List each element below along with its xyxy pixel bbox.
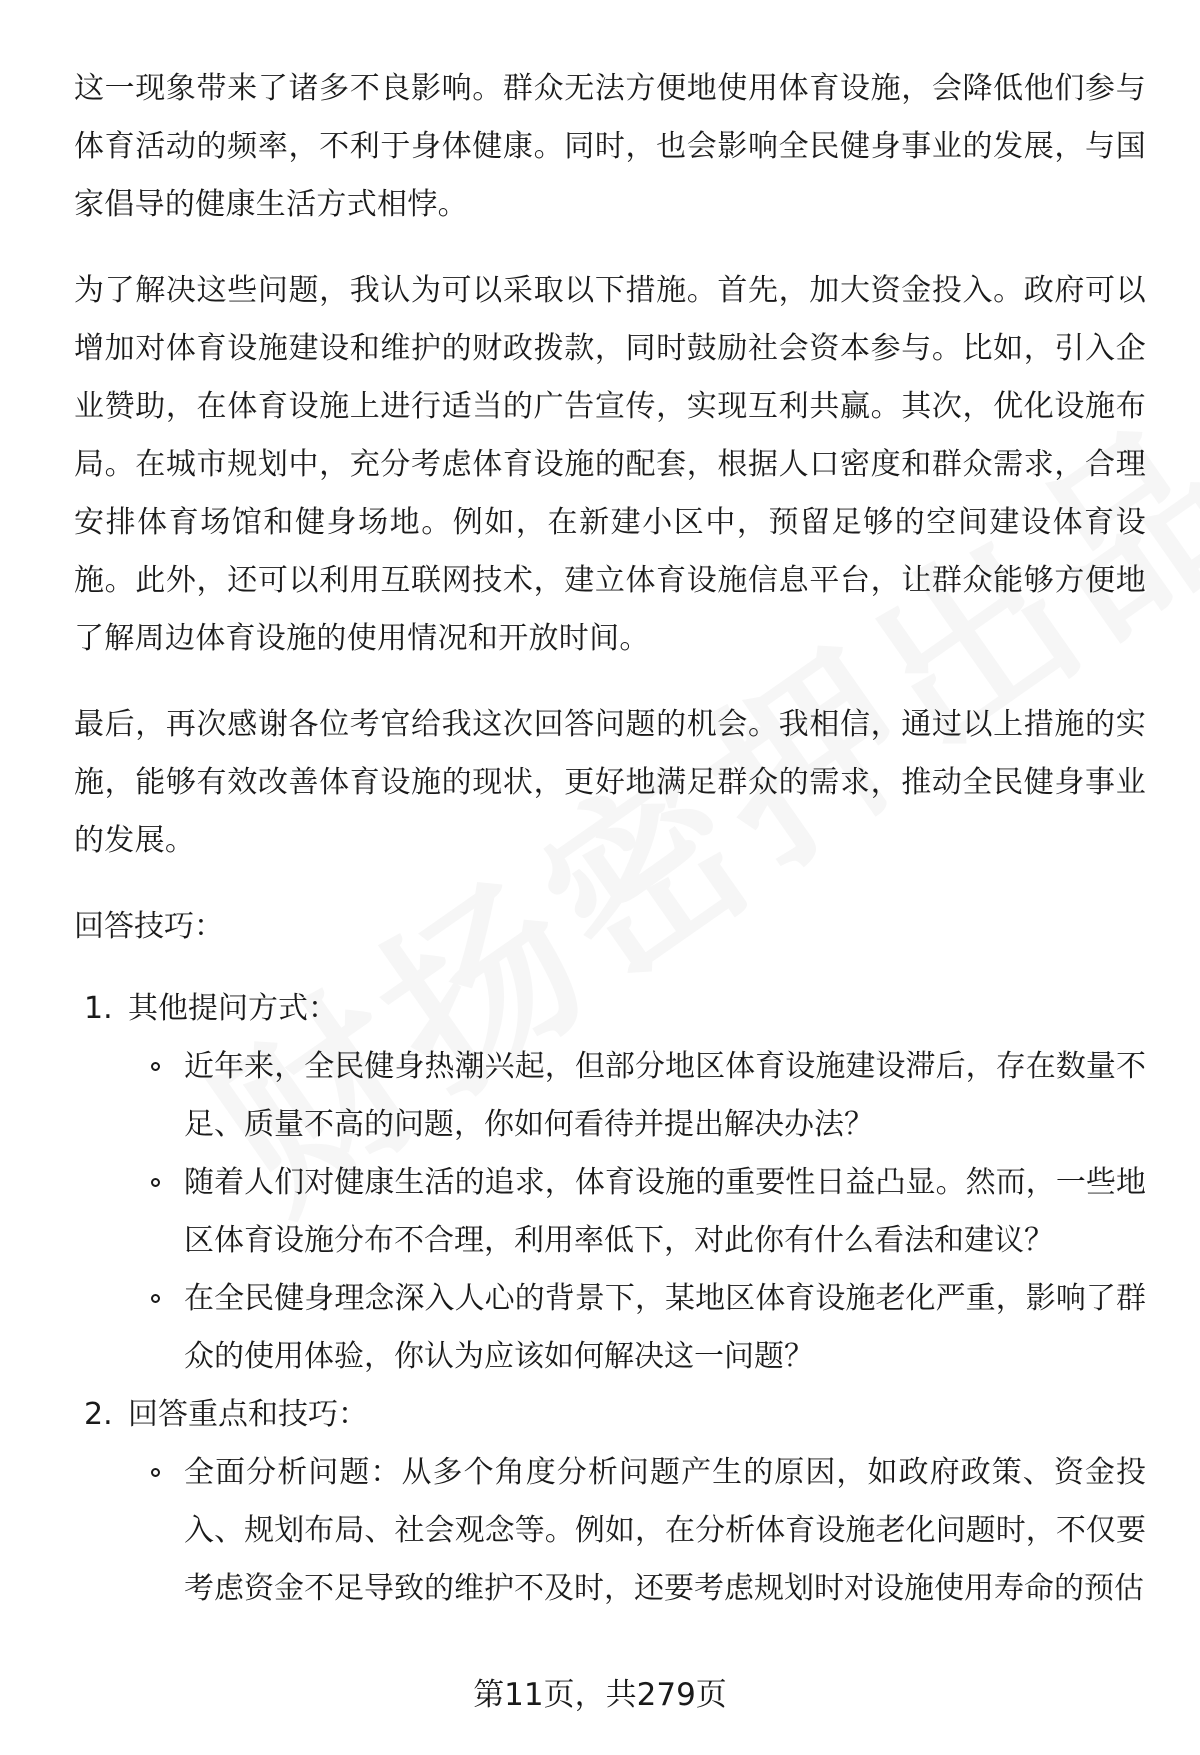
sub-list-text: 全面分析问题：从多个角度分析问题产生的原因，如政府政策、资金投入、规划布局、社会观念等。例如，在分析体育设施老化问题时，不仅要考虑资金不足导致的维护不及时，还要考虑规划时对设施使用寿命的预估	[184, 1455, 1146, 1606]
list-item	[74, 1386, 1146, 1618]
bullet-circle-icon	[151, 1062, 160, 1071]
sub-list-text: 随着人们对健康生活的追求，体育设施的重要性日益凸显。然而，一些地区体育设施分布不合理，利用率低下，对此你有什么看法和建议？	[184, 1165, 1146, 1258]
list-item-title: 其他提问方式：	[128, 991, 338, 1026]
bullet-circle-icon	[151, 1294, 160, 1303]
paragraph-measures: 为了解决这些问题，我认为可以采取以下措施。首先，加大资金投入。政府可以增加对体育设施建设和维护的财政拨款，同时鼓励社会资本参与。比如，引入企业赞助，在体育设施上进行适当的广告宣传，实现互利共赢。其次，优化设施布局。在城市规划中，充分考虑体育设施的配套，根据人口密度和群众需求，合理安排体育场馆和健身场地。例如，在新建小区中，预留足够的空间建设体育设施。此外，还可以利用互联网技术，建立体育设施信息平台，让群众能够方便地了解周边体育设施的使用情况和开放时间。	[74, 273, 1146, 656]
sub-list-item	[128, 1444, 1146, 1618]
paragraph-closing: 最后，再次感谢各位考官给我这次回答问题的机会。我相信，通过以上措施的实施，能够有效改善体育设施的现状，更好地满足群众的需求，推动全民健身事业的发展。	[74, 707, 1146, 858]
sub-list-item	[128, 1270, 1146, 1386]
sub-list-text: 在全民健身理念深入人心的背景下，某地区体育设施老化严重，影响了群众的使用体验，你认为应该如何解决这一问题？	[184, 1281, 1146, 1374]
list-number: 1.	[84, 991, 113, 1026]
list-number: 2.	[84, 1397, 113, 1432]
document-content	[74, 60, 1146, 1618]
sub-list-item	[128, 1154, 1146, 1270]
list-item	[74, 980, 1146, 1386]
sub-list	[128, 1038, 1146, 1386]
paragraph-impact: 这一现象带来了诸多不良影响。群众无法方便地使用体育设施，会降低他们参与体育活动的频率，不利于身体健康。同时，也会影响全民健身事业的发展，与国家倡导的健康生活方式相悖。	[74, 71, 1146, 222]
sub-list-text: 近年来，全民健身热潮兴起，但部分地区体育设施建设滞后，存在数量不足、质量不高的问题，你如何看待并提出解决办法？	[184, 1049, 1146, 1142]
page-footer: 第11页，共279页	[473, 1677, 727, 1713]
bullet-circle-icon	[151, 1178, 160, 1187]
tips-heading: 回答技巧：	[74, 909, 224, 944]
sub-list	[128, 1444, 1146, 1618]
sub-list-item	[128, 1038, 1146, 1154]
tips-list	[74, 980, 1146, 1618]
list-item-title: 回答重点和技巧：	[128, 1397, 368, 1432]
bullet-circle-icon	[151, 1468, 160, 1477]
